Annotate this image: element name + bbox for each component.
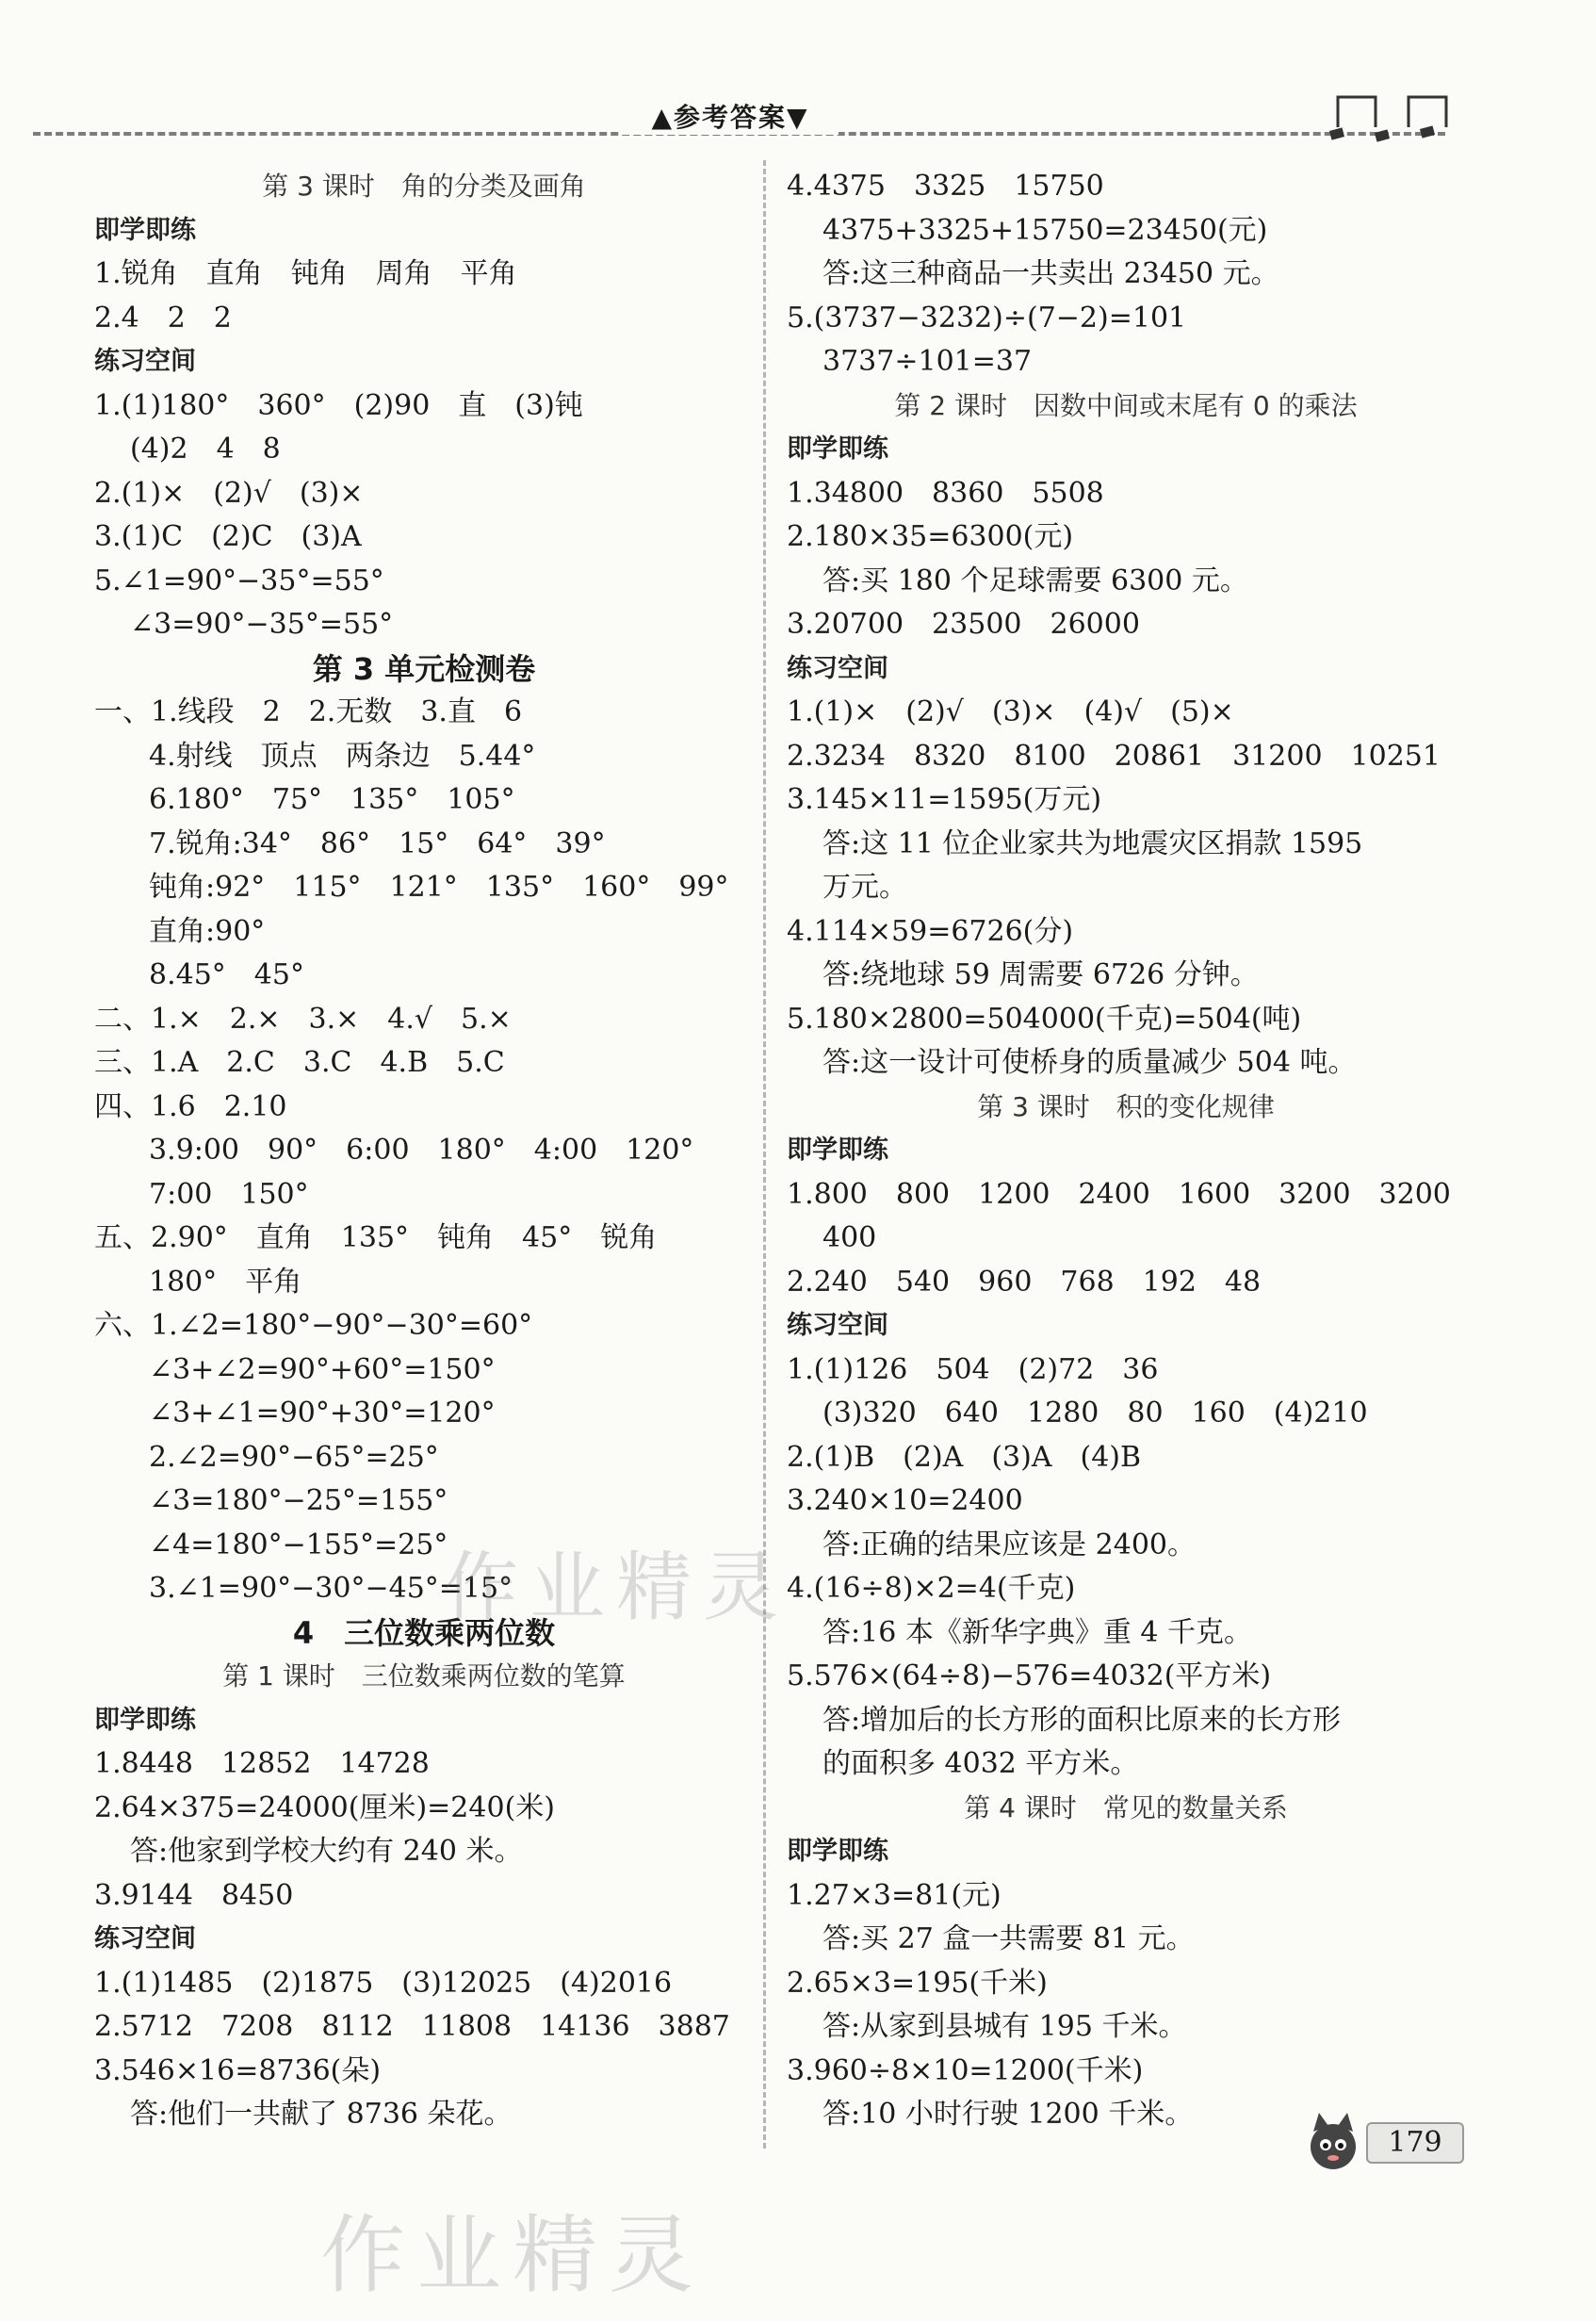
answer-line: 4.114×59=6726(分) xyxy=(787,914,1074,948)
lesson-title: 第 2 课时 因数中间或末尾有 0 的乘法 xyxy=(894,389,1358,421)
section-heading: 即学即练 xyxy=(787,1136,888,1165)
answer-line: 5.∠1=90°−35°=55° xyxy=(94,564,384,597)
answer-line: 1.(1)1485 (2)1875 (3)12025 (4)2016 xyxy=(94,1966,673,2000)
answer-line: 四、1.6 2.10 xyxy=(94,1089,287,1123)
answer-line: 3.960÷8×10=1200(千米) xyxy=(787,2053,1144,2087)
answer-line: 3.240×10=2400 xyxy=(787,1484,1023,1517)
answer-line: (3)320 640 1280 80 160 (4)210 xyxy=(822,1397,1368,1430)
answer-line: 3.145×11=1595(万元) xyxy=(787,783,1102,816)
answer-line: 7.锐角:34° 86° 15° 64° 39° xyxy=(149,826,606,860)
answer-line: 万元。 xyxy=(822,871,907,904)
unit-title: 4 三位数乘两位数 xyxy=(292,1614,556,1651)
answer-line: 答:这三种商品一共卖出 23450 元。 xyxy=(822,257,1279,290)
answer-line: 1.34800 8360 5508 xyxy=(787,476,1104,510)
answer-line: 3.∠1=90°−30°−45°=15° xyxy=(149,1572,513,1605)
answer-line: 的面积多 4032 平方米。 xyxy=(822,1747,1139,1780)
section-heading: 练习空间 xyxy=(94,347,196,376)
header-title: ▲参考答案▼ xyxy=(622,97,839,135)
answer-line: 6.180° 75° 135° 105° xyxy=(149,783,515,816)
answer-line: ∠4=180°−155°=25° xyxy=(149,1528,448,1561)
column-divider xyxy=(763,160,766,2149)
answer-line: 3.20700 23500 26000 xyxy=(787,608,1140,641)
answer-line: ∠3=90°−35°=55° xyxy=(130,608,394,641)
answer-line: 2.4 2 2 xyxy=(94,301,232,335)
watermark-text-bottom: 作业精灵 xyxy=(320,2206,705,2305)
answer-line: 4.射线 顶点 两条边 5.44° xyxy=(149,739,536,773)
answer-line: 答:16 本《新华字典》重 4 千克。 xyxy=(822,1615,1252,1649)
answer-line: 5.(3737−3232)÷(7−2)=101 xyxy=(787,301,1187,335)
watermark-text: 作业精灵 xyxy=(443,1544,790,1631)
answer-line: 2.64×375=24000(厘米)=240(米) xyxy=(94,1790,555,1824)
answer-line: 二、1.× 2.× 3.× 4.√ 5.× xyxy=(94,1002,512,1036)
section-heading: 练习空间 xyxy=(787,1311,888,1340)
answer-line: 答:他家到学校大约有 240 米。 xyxy=(130,1835,523,1868)
answer-line: ∠3+∠1=90°+30°=120° xyxy=(149,1397,496,1430)
answer-line: 3.546×16=8736(朵) xyxy=(94,2053,382,2087)
lesson-title: 第 3 课时 积的变化规律 xyxy=(977,1090,1275,1122)
answer-line: 8.45° 45° xyxy=(149,958,304,991)
answer-line: 5.180×2800=504000(千克)=504(吨) xyxy=(787,1002,1302,1036)
answer-line: 2.240 540 960 768 192 48 xyxy=(787,1265,1262,1299)
answer-line: 1.锐角 直角 钝角 周角 平角 xyxy=(94,257,517,290)
lesson-title: 第 1 课时 三位数乘两位数的笔算 xyxy=(222,1660,626,1692)
answer-line: 答:增加后的长方形的面积比原来的长方形 xyxy=(822,1703,1342,1737)
lesson-title: 第 4 课时 常见的数量关系 xyxy=(964,1791,1288,1823)
answer-line: 答:这一设计可使桥身的质量减少 504 吨。 xyxy=(822,1046,1357,1079)
left-column xyxy=(94,165,754,2137)
answer-line: (4)2 4 8 xyxy=(130,433,281,466)
answer-line: 4375+3325+15750=23450(元) xyxy=(822,213,1268,247)
section-heading: 即学即练 xyxy=(94,215,196,245)
answer-line: 7:00 150° xyxy=(149,1177,309,1211)
answer-line: 钝角:92° 115° 121° 135° 160° 99° xyxy=(149,871,729,904)
answer-line: 答:10 小时行驶 1200 千米。 xyxy=(822,2098,1194,2131)
answer-line: 2.5712 7208 8112 11808 14136 3887 xyxy=(94,2010,730,2043)
answer-line: 答:买 27 盒一共需要 81 元。 xyxy=(822,1922,1195,1955)
answer-line: 五、2.90° 直角 135° 钝角 45° 锐角 xyxy=(94,1221,658,1254)
answer-line: 3.9:00 90° 6:00 180° 4:00 120° xyxy=(149,1134,694,1167)
answer-line: 1.(1)126 504 (2)72 36 xyxy=(787,1352,1159,1386)
answer-line: ∠3=180°−25°=155° xyxy=(149,1484,448,1517)
page-number: 179 xyxy=(1366,2122,1464,2164)
answer-line: 六、1.∠2=180°−90°−30°=60° xyxy=(94,1309,533,1342)
answer-line: 1.800 800 1200 2400 1600 3200 3200 xyxy=(787,1177,1451,1211)
unit-title: 第 3 单元检测卷 xyxy=(312,650,536,687)
header-corner-decoration-icon xyxy=(1319,90,1460,155)
answer-line: 3.(1)C (2)C (3)A xyxy=(94,520,362,553)
answer-line: 4.4375 3325 15750 xyxy=(787,170,1104,203)
answer-line: 1.27×3=81(元) xyxy=(787,1878,1002,1912)
section-heading: 即学即练 xyxy=(787,1837,888,1866)
right-column xyxy=(787,165,1465,2137)
answer-line: 2.180×35=6300(元) xyxy=(787,520,1074,553)
section-heading: 练习空间 xyxy=(787,653,888,683)
answer-line: 2.(1)× (2)√ (3)× xyxy=(94,476,364,510)
section-heading: 练习空间 xyxy=(94,1924,196,1953)
answer-line: 5.576×(64÷8)−576=4032(平方米) xyxy=(787,1659,1272,1692)
answer-line: 2.65×3=195(千米) xyxy=(787,1966,1048,2000)
answer-line: 1.8448 12852 14728 xyxy=(94,1747,430,1780)
answer-line: 1.(1)× (2)√ (3)× (4)√ (5)× xyxy=(787,695,1234,728)
answer-line: 400 xyxy=(822,1221,877,1254)
answer-line: 三、1.A 2.C 3.C 4.B 5.C xyxy=(94,1046,505,1079)
page-header xyxy=(0,90,1596,155)
answer-line: 180° 平角 xyxy=(149,1265,302,1299)
answer-line: 答:绕地球 59 周需要 6726 分钟。 xyxy=(822,958,1259,991)
answer-line: 答:这 11 位企业家共为地震灾区捐款 1595 xyxy=(822,826,1363,860)
answer-line: 答:买 180 个足球需要 6300 元。 xyxy=(822,564,1248,597)
answer-line: 3.9144 8450 xyxy=(94,1878,294,1912)
section-heading: 即学即练 xyxy=(787,434,888,464)
answer-line: 4.(16÷8)×2=4(千克) xyxy=(787,1572,1076,1605)
section-heading: 即学即练 xyxy=(94,1705,196,1735)
answer-line: ∠3+∠2=90°+60°=150° xyxy=(149,1352,496,1386)
answer-line: 1.(1)180° 360° (2)90 直 (3)钝 xyxy=(94,388,583,422)
lesson-title: 第 3 课时 角的分类及画角 xyxy=(262,171,586,202)
answer-line: 2.∠2=90°−65°=25° xyxy=(149,1440,439,1474)
answer-line: 答:正确的结果应该是 2400。 xyxy=(822,1528,1196,1561)
answer-line: 2.(1)B (2)A (3)A (4)B xyxy=(787,1440,1142,1474)
answer-line: 3737÷101=37 xyxy=(822,345,1033,378)
answer-line: 答:他们一共献了 8736 朵花。 xyxy=(130,2098,513,2131)
answer-line: 2.3234 8320 8100 20861 31200 10251 xyxy=(787,739,1441,773)
answer-line: 一、1.线段 2 2.无数 3.直 6 xyxy=(94,695,523,728)
answer-line: 答:从家到县城有 195 千米。 xyxy=(822,2010,1187,2043)
answer-line: 直角:90° xyxy=(149,914,266,948)
